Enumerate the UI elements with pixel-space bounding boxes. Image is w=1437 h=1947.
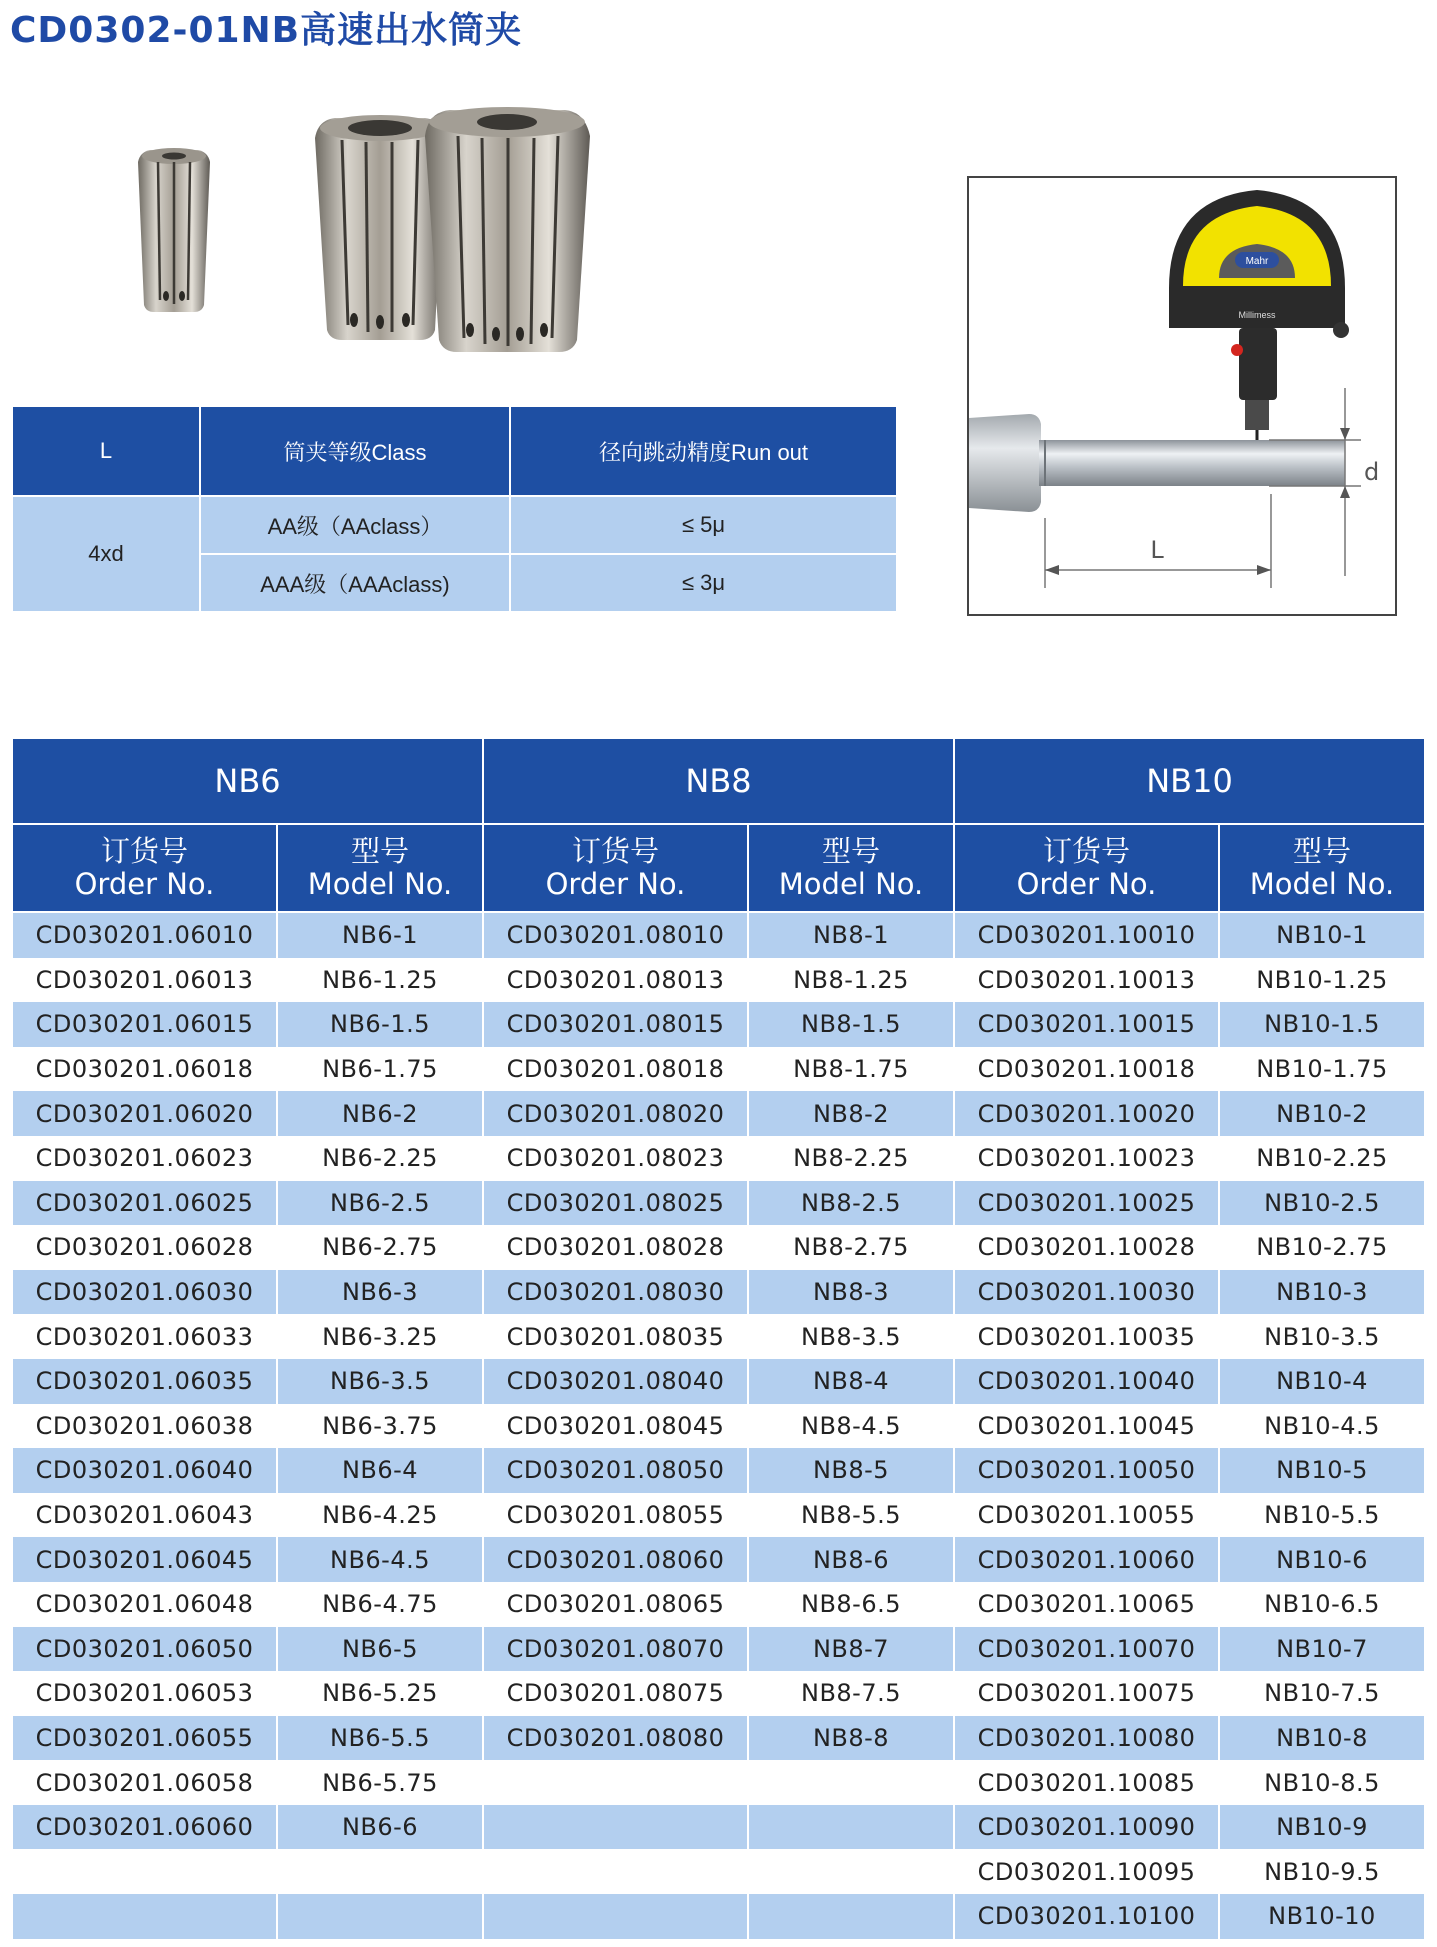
nb6-model-cell: NB6-5.25 <box>277 1671 483 1716</box>
order-header-en: Order No. <box>545 867 686 901</box>
column-header-row <box>12 824 1425 912</box>
nb8-model-cell: NB8-3.5 <box>748 1314 954 1359</box>
nb6-order-cell <box>12 1894 277 1939</box>
nb10-model-cell: NB10-4.5 <box>1219 1404 1425 1449</box>
nb8-model-cell: NB8-1.25 <box>748 958 954 1003</box>
nb8-model-cell: NB8-3 <box>748 1270 954 1315</box>
nb8-order-cell: CD030201.08075 <box>483 1671 748 1716</box>
label-L: L <box>1150 536 1164 564</box>
nb10-model-cell: NB10-3.5 <box>1219 1314 1425 1359</box>
nb10-order-cell: CD030201.10028 <box>954 1225 1219 1270</box>
nb6-model-cell: NB6-1.25 <box>277 958 483 1003</box>
nb10-model-cell: NB10-2.25 <box>1219 1136 1425 1181</box>
nb8-model-cell: NB8-1 <box>748 912 954 958</box>
nb8-order-cell: CD030201.08020 <box>483 1091 748 1136</box>
column-header-model <box>748 824 954 912</box>
nb8-order-cell: CD030201.08055 <box>483 1493 748 1538</box>
nb8-order-cell: CD030201.08023 <box>483 1136 748 1181</box>
table-row <box>12 1537 1425 1582</box>
nb10-order-cell: CD030201.10030 <box>954 1270 1219 1315</box>
nb6-model-cell: NB6-2.25 <box>277 1136 483 1181</box>
holder-shape <box>969 414 1041 512</box>
nb6-model-cell: NB6-2.75 <box>277 1225 483 1270</box>
nb6-order-cell: CD030201.06058 <box>12 1760 277 1805</box>
nb6-order-cell: CD030201.06020 <box>12 1091 277 1136</box>
nb6-model-cell: NB6-1.5 <box>277 1002 483 1047</box>
nb6-order-cell: CD030201.06033 <box>12 1314 277 1359</box>
nb10-model-cell: NB10-6.5 <box>1219 1582 1425 1627</box>
nb8-order-cell <box>483 1894 748 1939</box>
nb8-order-cell: CD030201.08013 <box>483 958 748 1003</box>
nb10-order-cell: CD030201.10100 <box>954 1894 1219 1939</box>
nb6-order-cell: CD030201.06060 <box>12 1805 277 1850</box>
nb10-order-cell: CD030201.10035 <box>954 1314 1219 1359</box>
column-header-order <box>12 824 277 912</box>
nb8-model-cell: NB8-6.5 <box>748 1582 954 1627</box>
spec-header-row <box>12 406 897 496</box>
nb8-model-cell <box>748 1760 954 1805</box>
nb8-model-cell: NB8-4 <box>748 1359 954 1404</box>
nb8-model-cell: NB8-2.75 <box>748 1225 954 1270</box>
nb8-model-cell <box>748 1894 954 1939</box>
nb8-order-cell: CD030201.08040 <box>483 1359 748 1404</box>
nb6-model-cell: NB6-4.75 <box>277 1582 483 1627</box>
nb10-order-cell: CD030201.10045 <box>954 1404 1219 1449</box>
spec-header-length: L <box>12 406 200 496</box>
table-row <box>12 1716 1425 1761</box>
nb10-model-cell: NB10-7 <box>1219 1627 1425 1672</box>
nb10-model-cell: NB10-10 <box>1219 1894 1425 1939</box>
collet-images <box>120 100 600 360</box>
order-table-body <box>12 912 1425 1939</box>
order-header-cn: 订货号 <box>100 834 188 868</box>
column-header-model <box>1219 824 1425 912</box>
nb6-order-cell: CD030201.06028 <box>12 1225 277 1270</box>
nb10-order-cell: CD030201.10085 <box>954 1760 1219 1805</box>
nb10-order-cell: CD030201.10013 <box>954 958 1219 1003</box>
page-title: CD0302-01NB高速出水筒夹 <box>10 10 523 51</box>
nb8-order-cell: CD030201.08018 <box>483 1047 748 1092</box>
nb6-model-cell: NB6-3.5 <box>277 1359 483 1404</box>
nb10-order-cell: CD030201.10025 <box>954 1181 1219 1226</box>
nb8-order-cell <box>483 1849 748 1894</box>
nb6-model-cell: NB6-3.25 <box>277 1314 483 1359</box>
table-row <box>12 1270 1425 1315</box>
nb6-model-cell: NB6-3 <box>277 1270 483 1315</box>
order-header-en: Order No. <box>74 867 215 901</box>
nb6-order-cell: CD030201.06053 <box>12 1671 277 1716</box>
nb6-order-cell: CD030201.06045 <box>12 1537 277 1582</box>
nb10-model-cell: NB10-5.5 <box>1219 1493 1425 1538</box>
nb6-model-cell: NB6-6 <box>277 1805 483 1850</box>
nb10-model-cell: NB10-1.75 <box>1219 1047 1425 1092</box>
nb6-order-cell: CD030201.06030 <box>12 1270 277 1315</box>
nb10-order-cell: CD030201.10090 <box>954 1805 1219 1850</box>
nb6-order-cell: CD030201.06035 <box>12 1359 277 1404</box>
gauge-stem <box>1239 328 1277 400</box>
nb10-model-cell: NB10-8 <box>1219 1716 1425 1761</box>
collet-small <box>138 148 210 312</box>
nb8-order-cell: CD030201.08045 <box>483 1404 748 1449</box>
table-row <box>12 1849 1425 1894</box>
nb8-order-cell: CD030201.08015 <box>483 1002 748 1047</box>
nb10-model-cell: NB10-2.75 <box>1219 1225 1425 1270</box>
column-header-order <box>954 824 1219 912</box>
runout-diagram-svg <box>969 178 1395 614</box>
nb6-model-cell: NB6-5.75 <box>277 1760 483 1805</box>
nb10-model-cell: NB10-1.5 <box>1219 1002 1425 1047</box>
spec-header-runout: 径向跳动精度Run out <box>510 406 897 496</box>
table-row <box>12 1582 1425 1627</box>
nb10-model-cell: NB10-1 <box>1219 912 1425 958</box>
nb6-model-cell: NB6-4.5 <box>277 1537 483 1582</box>
collet-medium <box>315 115 445 340</box>
nb10-order-cell: CD030201.10010 <box>954 912 1219 958</box>
nb8-order-cell: CD030201.08025 <box>483 1181 748 1226</box>
nb6-order-cell: CD030201.06013 <box>12 958 277 1003</box>
nb8-model-cell: NB8-1.75 <box>748 1047 954 1092</box>
order-header-en: Order No. <box>1016 867 1157 901</box>
shank-bar <box>1039 440 1345 486</box>
nb8-order-cell: CD030201.08080 <box>483 1716 748 1761</box>
table-row <box>12 1404 1425 1449</box>
nb8-order-cell: CD030201.08065 <box>483 1582 748 1627</box>
nb6-order-cell: CD030201.06023 <box>12 1136 277 1181</box>
column-header-order <box>483 824 748 912</box>
nb8-order-cell: CD030201.08010 <box>483 912 748 958</box>
nb6-order-cell: CD030201.06038 <box>12 1404 277 1449</box>
table-row <box>12 1181 1425 1226</box>
nb8-model-cell: NB8-7 <box>748 1627 954 1672</box>
table-row <box>12 1894 1425 1939</box>
spec-table <box>11 405 898 613</box>
nb6-model-cell: NB6-5 <box>277 1627 483 1672</box>
nb10-order-cell: CD030201.10040 <box>954 1359 1219 1404</box>
nb8-model-cell: NB8-2.25 <box>748 1136 954 1181</box>
nb8-order-cell: CD030201.08028 <box>483 1225 748 1270</box>
table-row <box>12 1136 1425 1181</box>
nb10-order-cell: CD030201.10055 <box>954 1493 1219 1538</box>
table-row <box>12 1091 1425 1136</box>
group-header-row <box>12 738 1425 824</box>
nb10-order-cell: CD030201.10060 <box>954 1537 1219 1582</box>
nb6-model-cell: NB6-3.75 <box>277 1404 483 1449</box>
nb10-order-cell: CD030201.10070 <box>954 1627 1219 1672</box>
table-row <box>12 1225 1425 1270</box>
nb10-model-cell: NB10-1.25 <box>1219 958 1425 1003</box>
nb6-model-cell <box>277 1849 483 1894</box>
nb10-order-cell: CD030201.10020 <box>954 1091 1219 1136</box>
nb6-order-cell: CD030201.06043 <box>12 1493 277 1538</box>
nb10-model-cell: NB10-4 <box>1219 1359 1425 1404</box>
nb6-order-cell: CD030201.06040 <box>12 1448 277 1493</box>
nb10-order-cell: CD030201.10023 <box>954 1136 1219 1181</box>
nb6-order-cell: CD030201.06050 <box>12 1627 277 1672</box>
nb8-model-cell: NB8-1.5 <box>748 1002 954 1047</box>
group-header-nb6: NB6 <box>12 738 483 824</box>
nb10-order-cell: CD030201.10075 <box>954 1671 1219 1716</box>
nb6-model-cell: NB6-4.25 <box>277 1493 483 1538</box>
nb6-model-cell: NB6-5.5 <box>277 1716 483 1761</box>
nb8-model-cell: NB8-4.5 <box>748 1404 954 1449</box>
nb8-order-cell: CD030201.08030 <box>483 1270 748 1315</box>
nb8-model-cell: NB8-2 <box>748 1091 954 1136</box>
table-row <box>12 958 1425 1003</box>
nb10-model-cell: NB10-9 <box>1219 1805 1425 1850</box>
nb10-order-cell: CD030201.10018 <box>954 1047 1219 1092</box>
nb10-order-cell: CD030201.10095 <box>954 1849 1219 1894</box>
gauge-brand-text: Mahr <box>1245 256 1269 267</box>
nb10-model-cell: NB10-9.5 <box>1219 1849 1425 1894</box>
order-header-cn: 订货号 <box>571 834 659 868</box>
nb8-order-cell: CD030201.08050 <box>483 1448 748 1493</box>
runout-diagram <box>967 176 1397 616</box>
order-header-cn: 订货号 <box>1042 834 1130 868</box>
nb10-order-cell: CD030201.10065 <box>954 1582 1219 1627</box>
group-header-nb10: NB10 <box>954 738 1425 824</box>
nb6-model-cell: NB6-1 <box>277 912 483 958</box>
gauge-label-text: Millimess <box>1238 310 1276 320</box>
nb8-model-cell: NB8-6 <box>748 1537 954 1582</box>
nb6-model-cell: NB6-2.5 <box>277 1181 483 1226</box>
table-row <box>12 1805 1425 1850</box>
nb6-order-cell: CD030201.06048 <box>12 1582 277 1627</box>
model-header-en: Model No. <box>778 867 924 901</box>
nb8-model-cell <box>748 1849 954 1894</box>
model-header-en: Model No. <box>1249 867 1395 901</box>
spec-runout: ≤ 3μ <box>510 554 897 612</box>
nb8-model-cell <box>748 1805 954 1850</box>
nb10-order-cell: CD030201.10015 <box>954 1002 1219 1047</box>
column-header-model <box>277 824 483 912</box>
nb6-order-cell: CD030201.06025 <box>12 1181 277 1226</box>
spec-class: AAA级（AAAclass) <box>200 554 510 612</box>
nb8-order-cell: CD030201.08035 <box>483 1314 748 1359</box>
spec-header-class: 筒夹等级Class <box>200 406 510 496</box>
model-header-cn: 型号 <box>1293 834 1352 868</box>
table-row <box>12 1760 1425 1805</box>
spec-length-value: 4xd <box>12 496 200 612</box>
table-row <box>12 1448 1425 1493</box>
group-header-nb8: NB8 <box>483 738 954 824</box>
table-row <box>12 912 1425 958</box>
nb6-order-cell <box>12 1849 277 1894</box>
model-header-en: Model No. <box>307 867 453 901</box>
nb10-order-cell: CD030201.10080 <box>954 1716 1219 1761</box>
spec-runout: ≤ 5μ <box>510 496 897 554</box>
nb10-model-cell: NB10-8.5 <box>1219 1760 1425 1805</box>
table-row <box>12 1314 1425 1359</box>
nb6-order-cell: CD030201.06055 <box>12 1716 277 1761</box>
nb10-order-cell: CD030201.10050 <box>954 1448 1219 1493</box>
table-row <box>12 1359 1425 1404</box>
nb8-model-cell: NB8-7.5 <box>748 1671 954 1716</box>
nb6-model-cell <box>277 1894 483 1939</box>
nb8-model-cell: NB8-5 <box>748 1448 954 1493</box>
nb8-order-cell: CD030201.08060 <box>483 1537 748 1582</box>
nb10-model-cell: NB10-3 <box>1219 1270 1425 1315</box>
nb6-order-cell: CD030201.06018 <box>12 1047 277 1092</box>
table-row <box>12 1493 1425 1538</box>
order-table <box>11 737 1426 1939</box>
nb10-model-cell: NB10-2.5 <box>1219 1181 1425 1226</box>
nb8-model-cell: NB8-5.5 <box>748 1493 954 1538</box>
nb6-model-cell: NB6-4 <box>277 1448 483 1493</box>
spec-class: AA级（AAclass） <box>200 496 510 554</box>
model-header-cn: 型号 <box>821 834 880 868</box>
collet-large <box>425 107 590 352</box>
model-header-cn: 型号 <box>350 834 409 868</box>
nb8-model-cell: NB8-2.5 <box>748 1181 954 1226</box>
nb8-order-cell <box>483 1760 748 1805</box>
table-row <box>12 1671 1425 1716</box>
nb8-model-cell: NB8-8 <box>748 1716 954 1761</box>
nb6-order-cell: CD030201.06015 <box>12 1002 277 1047</box>
nb6-model-cell: NB6-1.75 <box>277 1047 483 1092</box>
nb10-model-cell: NB10-6 <box>1219 1537 1425 1582</box>
nb6-order-cell: CD030201.06010 <box>12 912 277 958</box>
nb8-order-cell <box>483 1805 748 1850</box>
label-d: d <box>1364 458 1380 486</box>
nb10-model-cell: NB10-2 <box>1219 1091 1425 1136</box>
table-row <box>12 1627 1425 1672</box>
nb8-order-cell: CD030201.08070 <box>483 1627 748 1672</box>
table-row <box>12 1047 1425 1092</box>
table-row <box>12 1002 1425 1047</box>
spec-row <box>12 496 897 554</box>
nb10-model-cell: NB10-5 <box>1219 1448 1425 1493</box>
nb6-model-cell: NB6-2 <box>277 1091 483 1136</box>
nb10-model-cell: NB10-7.5 <box>1219 1671 1425 1716</box>
